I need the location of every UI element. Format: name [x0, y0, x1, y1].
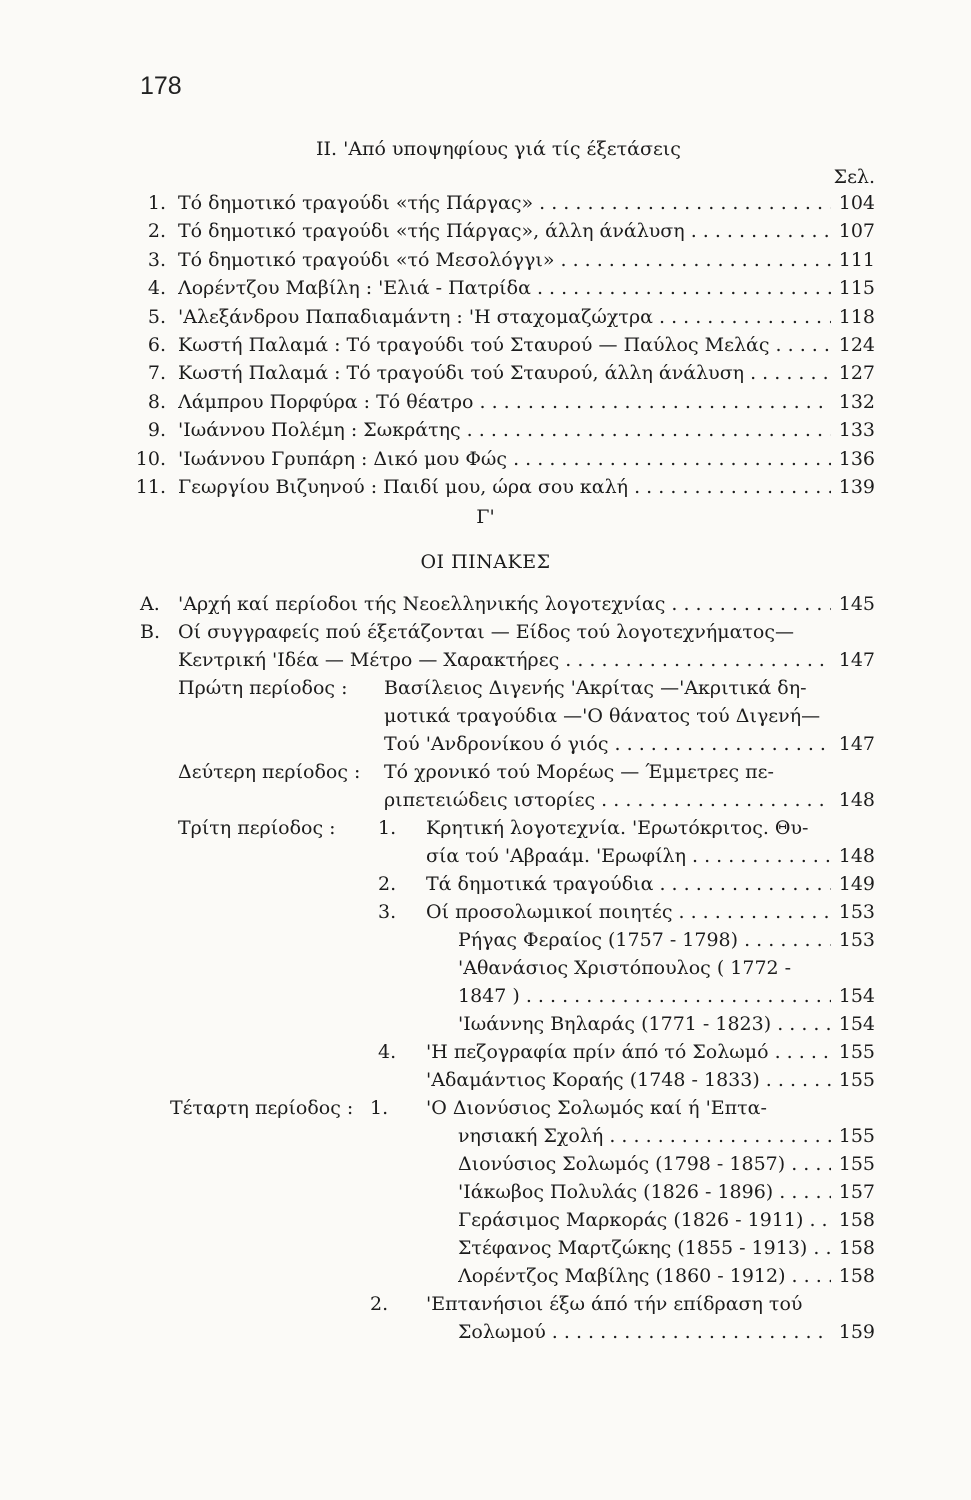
toc-entry-page: 107 [838, 220, 875, 242]
toc-entry-text: 'Ιάκωβος Πολυλάς (1826 - 1896) . . . [458, 1178, 831, 1206]
fourth-period-label: Τέταρτη περίοδος : [170, 1097, 354, 1119]
section-iii-title: ΟΙ ΠΙΝΑΚΕΣ [420, 551, 551, 573]
toc-entry-text: Τά δημοτικά τραγούδια . . . [426, 870, 831, 898]
toc-entry-first-period [384, 730, 875, 758]
toc-entry-text: Κωστή Παλαμά : Τό τραγούδι τού Σταυρού — Παύλος Μελάς . . . [178, 331, 831, 359]
toc-entry-text: Κεντρική 'Ιδέα — Μέτρο — Χαρακτήρες . . . [178, 646, 831, 674]
toc-entry-page: 155 [838, 1069, 875, 1091]
toc-entry-page: 154 [838, 985, 875, 1007]
second-period-label: Δεύτερη περίοδος : [178, 761, 361, 783]
item-b-label: Β. [140, 621, 161, 643]
second-period-line1: Τό χρονικό τού Μορέως — Έμμετρες πε- [384, 761, 774, 783]
fourth-item1-line1: 'Ο Διονύσιος Σολωμός καί ή 'Επτα- [426, 1097, 767, 1119]
toc-entry-page: 158 [838, 1265, 875, 1287]
toc-entry [130, 388, 875, 416]
toc-entry-page: 149 [838, 873, 875, 895]
toc-entry-text: Γεράσιμος Μαρκοράς (1826 - 1911) . . . [458, 1206, 831, 1234]
toc-entry-page: 111 [838, 249, 875, 271]
toc-entry [130, 473, 875, 501]
third-item4-num: 4. [378, 1041, 397, 1063]
toc-entry-number: 5. [147, 306, 166, 328]
toc-entry [130, 359, 875, 387]
toc-entry-number: 3. [147, 249, 166, 271]
toc-entry-mavilis [458, 1262, 875, 1290]
toc-entry-number: 1. [147, 192, 166, 214]
toc-entry-text: νησιακή Σχολή . . . [458, 1122, 831, 1150]
section-iii-letter: Γ' [476, 506, 495, 528]
toc-entry-text: 'Ιωάννης Βηλαράς (1771 - 1823) . . . [458, 1010, 831, 1038]
toc-entry-third-2 [426, 870, 875, 898]
toc-entry-page: 158 [838, 1237, 875, 1259]
toc-entry-number: 9. [147, 419, 166, 441]
toc-entry-text: 'Ιωάννου Πολέμη : Σωκράτης . . . [178, 416, 831, 444]
toc-entry-page: 154 [838, 1013, 875, 1035]
toc-entry-text: Τό δημοτικό τραγούδι «τό Μεσολόγγι» . . . [178, 246, 831, 274]
toc-entry-page: 155 [838, 1041, 875, 1063]
toc-entry-page: 139 [838, 476, 875, 498]
toc-entry-text: Σολωμού . . . [458, 1318, 831, 1346]
toc-entry-page: 155 [838, 1125, 875, 1147]
toc-entry-text: Οί προσολωμικοί ποιητές . . . [426, 898, 831, 926]
toc-entry-page: 118 [838, 306, 875, 328]
toc-entry [130, 246, 875, 274]
toc-entry-second-period [384, 786, 875, 814]
toc-entry-page: 159 [838, 1321, 875, 1343]
section-ii-title: II. 'Από υποψηφίους γιά τίς έξετάσεις [316, 138, 681, 160]
toc-entry [130, 274, 875, 302]
toc-entry-page: 153 [838, 929, 875, 951]
toc-entry-text: Λορέντζος Μαβίλης (1860 - 1912) . . . [458, 1262, 831, 1290]
toc-entry-page: 147 [838, 733, 875, 755]
toc-entry-text: σία τού 'Αβραάμ. 'Ερωφίλη . . . [426, 842, 831, 870]
toc-entry-text: Γεωργίου Βιζυηνού : Παιδί μου, ώρα σου καλή . . . [178, 473, 831, 501]
first-period-label: Πρώτη περίοδος : [178, 677, 348, 699]
toc-entry-number: 8. [147, 391, 166, 413]
toc-entry-text: 'Η πεζογραφία πρίν άπό τό Σολωμό . . . [426, 1038, 831, 1066]
toc-entry-page: 147 [838, 649, 875, 671]
third-item1-line1: Κρητική λογοτεχνία. 'Ερωτόκριτος. Θυ- [426, 817, 809, 839]
toc-entry-text: Ρήγας Φεραίος (1757 - 1798) . . . [458, 926, 831, 954]
toc-entry-page: 148 [838, 845, 875, 867]
toc-entry [130, 445, 875, 473]
toc-entry-third-3 [426, 898, 875, 926]
toc-entry-page: 133 [838, 419, 875, 441]
toc-entry-text: ριπετειώδεις ιστορίες . . . [384, 786, 831, 814]
toc-entry-page: 104 [838, 192, 875, 214]
toc-entry-page: 136 [838, 448, 875, 470]
toc-entry-markoras [458, 1206, 875, 1234]
toc-entry-page: 155 [838, 1153, 875, 1175]
third-item2-num: 2. [378, 873, 397, 895]
toc-entry-text: Λορέντζου Μαβίλη : 'Ελιά - Πατρίδα . . . [178, 274, 831, 302]
fourth-item1-num: 1. [370, 1097, 389, 1119]
toc-entry-number: 4. [147, 277, 166, 299]
page-number: 178 [140, 72, 182, 100]
toc-entry-number: 6. [147, 334, 166, 356]
fourth-item2-num: 2. [370, 1293, 389, 1315]
toc-entry [130, 303, 875, 331]
toc-entry-rigas [458, 926, 875, 954]
toc-entry-third-1 [426, 842, 875, 870]
item-b-line1: Οί συγγραφείς πού έξετάζονται — Είδος τού λογοτεχνήματος— [178, 621, 795, 643]
item-a-label: Α. [140, 593, 160, 615]
fourth-item2-line1: 'Επτανήσιοι έξω άπό τήν επίδραση τού [426, 1293, 803, 1315]
toc-entry-text: Τού 'Ανδρονίκου ό γιός . . . [384, 730, 831, 758]
toc-entry-fourth-1 [458, 1122, 875, 1150]
third-period-label: Τρίτη περίοδος : [178, 817, 336, 839]
toc-entry-text: 'Αρχή καί περίοδοι τής Νεοελληνικής λογοτεχνίας . . . [178, 590, 831, 618]
toc-entry-text: Λάμπρου Πορφύρα : Τό θέατρο . . . [178, 388, 831, 416]
toc-entry-page: 124 [838, 334, 875, 356]
toc-entry-text: Τό δημοτικό τραγούδι «τής Πάργας», άλλη άνάλυση . . . [178, 217, 831, 245]
toc-entry [130, 331, 875, 359]
christopoulos-line1: 'Αθανάσιος Χριστόπουλος ( 1772 - [458, 957, 792, 979]
toc-entry-korais [426, 1066, 875, 1094]
toc-entry-number: 2. [147, 220, 166, 242]
toc-entry-page: 148 [838, 789, 875, 811]
first-period-line1: Βασίλειος Διγενής 'Ακρίτας —'Ακριτικά δη- [384, 677, 807, 699]
third-item1-num: 1. [378, 817, 397, 839]
toc-entry-text: 1847 ) . . . [458, 982, 831, 1010]
toc-entry-fourth-2 [458, 1318, 875, 1346]
toc-entry-text: Τό δημοτικό τραγούδι «τής Πάργας» . . . [178, 189, 831, 217]
toc-entry-vilaras [458, 1010, 875, 1038]
toc-entry [130, 189, 875, 217]
toc-entry-text: Στέφανος Μαρτζώκης (1855 - 1913) . . . [458, 1234, 831, 1262]
toc-entry-page: 115 [838, 277, 875, 299]
toc-entry-martzokis [458, 1234, 875, 1262]
toc-entry-solomos [458, 1150, 875, 1178]
toc-entry-a [178, 590, 875, 618]
toc-entry-b [178, 646, 875, 674]
toc-entry-text: Διονύσιος Σολωμός (1798 - 1857) . . . [458, 1150, 831, 1178]
toc-entry [130, 217, 875, 245]
toc-entry-text: 'Αλεξάνδρου Παπαδιαμάντη : 'Η σταχομαζώχτρα . . . [178, 303, 831, 331]
toc-entry-text: 'Αδαμάντιος Κοραής (1748 - 1833) . . . [426, 1066, 831, 1094]
toc-entry-text: 'Ιωάννου Γρυπάρη : Δικό μου Φώς . . . [178, 445, 831, 473]
toc-entry-number: 10. [135, 448, 166, 470]
toc-entry-text: Κωστή Παλαμά : Τό τραγούδι τού Σταυρού, άλλη άνάλυση . . . [178, 359, 831, 387]
toc-entry-page: 158 [838, 1209, 875, 1231]
toc-entry-page: 132 [838, 391, 875, 413]
page-column-header: Σελ. [833, 166, 875, 188]
toc-entry-number: 11. [135, 476, 166, 498]
toc-entry-christopoulos [458, 982, 875, 1010]
toc-entry-page: 145 [838, 593, 875, 615]
toc-entry-page: 157 [838, 1181, 875, 1203]
third-item3-num: 3. [378, 901, 397, 923]
toc-entry-page: 153 [838, 901, 875, 923]
toc-entry-number: 7. [147, 362, 166, 384]
toc-entry-third-4 [426, 1038, 875, 1066]
first-period-line2: μοτικά τραγούδια —'Ο θάνατος τού Διγενή— [384, 705, 821, 727]
toc-entry-page: 127 [838, 362, 875, 384]
toc-entry [130, 416, 875, 444]
toc-entry-polylas [458, 1178, 875, 1206]
